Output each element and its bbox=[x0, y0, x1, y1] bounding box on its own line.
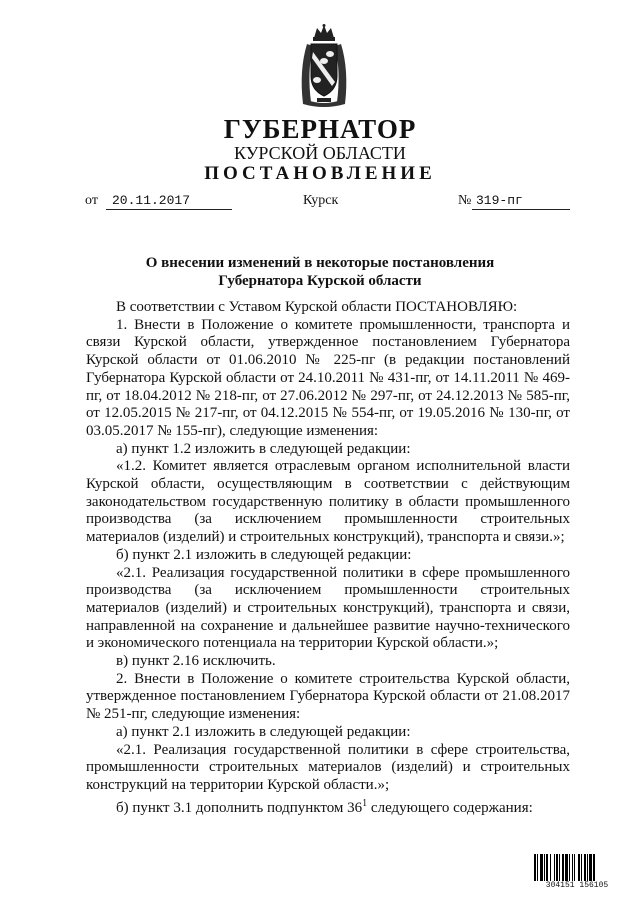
document-date: 20.11.2017 bbox=[106, 193, 232, 210]
date-label: от bbox=[85, 193, 98, 208]
body-paragraph: В соответствии с Уставом Курской области ПОСТАНОВЛЯЮ: bbox=[116, 299, 518, 315]
body-paragraph: а) пункт 1.2 изложить в следующей редакции: bbox=[116, 440, 411, 457]
body-paragraph: в) пункт 2.16 исключить. bbox=[116, 653, 276, 670]
body-paragraph: «1.2. Комитет является отраслевым органом исполнительной власти Курской области, осуществляющим в соответствии с действующим законодательством государственную политику в области промышленного производства (за исключением промышленности строительных материалов (изделий) и строительных конструкций), транспорта и связи.»; bbox=[86, 458, 570, 546]
coat-of-arms-icon bbox=[295, 24, 353, 108]
body-paragraph: 2. Внести в Положение о комитете строительства Курской области, утвержденное постановлением Губернатора Курской области от 21.08.2017 № 251-пг, следующие изменения: bbox=[86, 670, 570, 723]
document-heading bbox=[0, 254, 640, 290]
body-paragraph: «2.1. Реализация государственной политики в сфере промышленного производства (за исключением промышленности строительных материалов (изделий) и строительных конструкций), транспорта и связи, направленной на сохранение и дальнейшее развитие научно-технического и экономического потенциала на территории Курской области.»; bbox=[86, 564, 570, 652]
barcode-bar bbox=[595, 854, 596, 881]
superscript: 1 bbox=[362, 797, 368, 809]
barcode-bars bbox=[534, 854, 620, 881]
number-label: № bbox=[458, 193, 472, 208]
body-paragraph: «2.1. Реализация государственной политики в сфере строительства, промышленности строительных материалов (изделий) и строительных конструкций на территории Курской области.»; bbox=[86, 741, 570, 793]
heading-line: Губернатора Курской области bbox=[218, 273, 422, 289]
body-text: б) пункт 3.1 дополнить подпунктом 36 bbox=[116, 799, 363, 816]
issuer-region: КУРСКОЙ ОБЛАСТИ bbox=[234, 143, 406, 163]
body-text: следующего содержания: bbox=[367, 799, 533, 816]
barcode bbox=[534, 854, 620, 890]
body-paragraph: 1. Внести в Положение о комитете промышленности, транспорта и связи Курской области, утвержденное постановлением Губернатора Курской области от 01.06.2010 № 225-пг (в редакции постановлений Губернатора Курской области от 24.10.2011 № 431-пг, от 14.11.2011 № 469-пг, от 18.04.2012 № 218-пг, от 27.06.2012 № 297-пг, от 24.12.2013 № 585-пг, от 12.05.2015 № 217-пг, от 04.12.2015 № 554-пг, от 19.05.2016 № 130-пг, от 03.05.2017 № 155-пг), следующие изменения: bbox=[86, 316, 570, 439]
heading-line: О внесении изменений в некоторые постановления bbox=[145, 255, 495, 271]
document-type: ПОСТАНОВЛЕНИЕ bbox=[204, 163, 436, 184]
document-body bbox=[86, 299, 570, 817]
body-paragraph: б) пункт 2.1 изложить в следующей редакции: bbox=[116, 546, 412, 563]
document-number: 319-пг bbox=[472, 193, 570, 210]
issuer-title: ГУБЕРНАТОР bbox=[223, 114, 417, 144]
body-paragraph: а) пункт 2.1 изложить в следующей редакции: bbox=[116, 723, 411, 740]
body-paragraph bbox=[86, 795, 570, 818]
barcode-number: 304151 156105 bbox=[545, 881, 609, 890]
issue-city: Курск bbox=[303, 193, 339, 208]
